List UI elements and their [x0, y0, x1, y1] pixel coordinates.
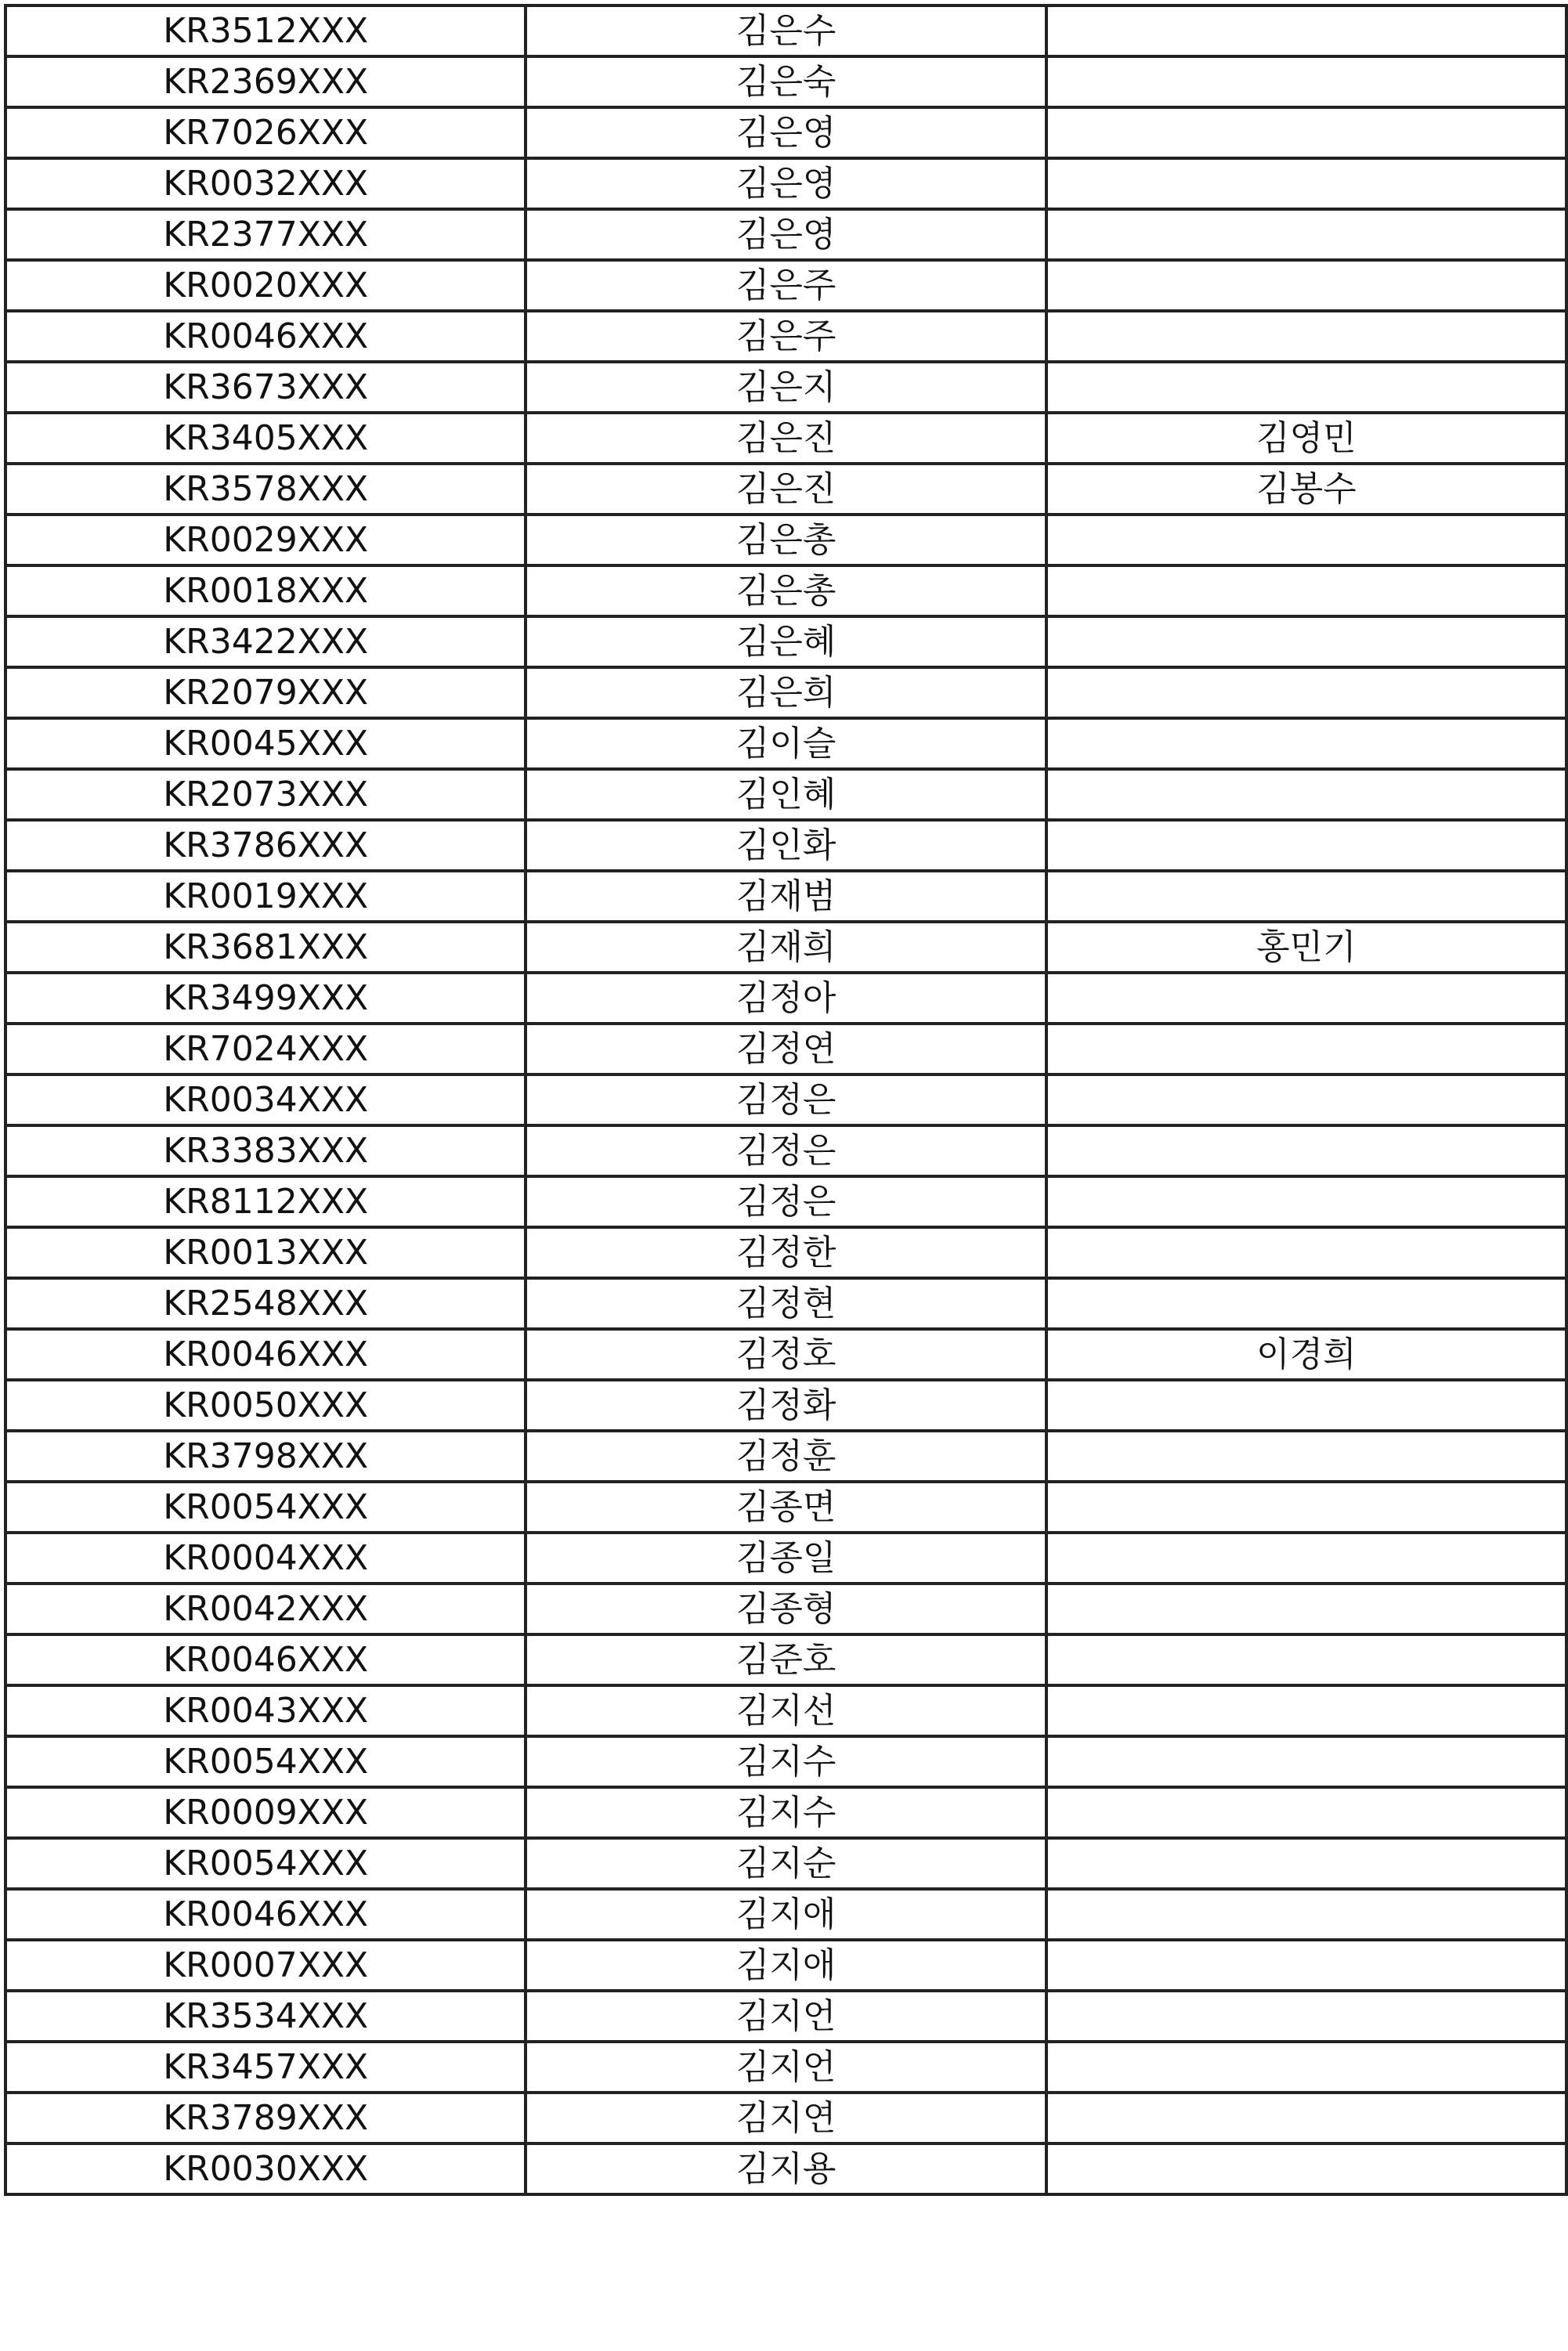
code-cell: KR0054XXX	[5, 1482, 526, 1533]
table-row	[5, 1024, 1566, 1074]
table-row	[5, 871, 1566, 922]
note-cell	[1046, 1024, 1566, 1074]
name-cell: 김재범	[526, 871, 1046, 922]
name-cell: 김은숙	[526, 56, 1046, 107]
note-cell	[1046, 667, 1566, 718]
name-cell: 김지수	[526, 1787, 1046, 1838]
name-cell: 김지언	[526, 2042, 1046, 2093]
name-cell: 김지용	[526, 2143, 1046, 2194]
code-cell: KR0009XXX	[5, 1787, 526, 1838]
table-row	[5, 1227, 1566, 1278]
code-cell: KR0042XXX	[5, 1584, 526, 1634]
table-row	[5, 1533, 1566, 1584]
table-row	[5, 1431, 1566, 1482]
name-cell: 김이슬	[526, 718, 1046, 769]
table-row	[5, 565, 1566, 616]
name-cell: 김지애	[526, 1889, 1046, 1940]
note-cell	[1046, 1634, 1566, 1685]
note-cell	[1046, 1533, 1566, 1584]
note-cell	[1046, 209, 1566, 260]
table-row	[5, 464, 1566, 515]
code-cell: KR0020XXX	[5, 260, 526, 311]
table-row	[5, 56, 1566, 107]
code-cell: KR3422XXX	[5, 616, 526, 667]
code-cell: KR0004XXX	[5, 1533, 526, 1584]
table-row	[5, 2093, 1566, 2143]
note-cell	[1046, 2143, 1566, 2194]
note-cell	[1046, 515, 1566, 565]
table-row	[5, 820, 1566, 871]
name-cell: 김정한	[526, 1227, 1046, 1278]
name-cell: 김정훈	[526, 1431, 1046, 1482]
note-cell	[1046, 2042, 1566, 2093]
name-cell: 김재희	[526, 922, 1046, 973]
code-cell: KR3512XXX	[5, 5, 526, 56]
note-cell	[1046, 1991, 1566, 2042]
table-row	[5, 1940, 1566, 1991]
name-cell: 김지연	[526, 2093, 1046, 2143]
table-row	[5, 1634, 1566, 1685]
name-cell: 김지선	[526, 1685, 1046, 1736]
note-cell	[1046, 1685, 1566, 1736]
note-cell	[1046, 1838, 1566, 1889]
table-row	[5, 1685, 1566, 1736]
code-cell: KR7026XXX	[5, 107, 526, 158]
note-cell: 이경희	[1046, 1329, 1566, 1380]
code-cell: KR0030XXX	[5, 2143, 526, 2194]
code-cell: KR0046XXX	[5, 311, 526, 362]
note-cell	[1046, 1380, 1566, 1431]
code-cell: KR2548XXX	[5, 1278, 526, 1329]
note-cell	[1046, 973, 1566, 1024]
note-cell	[1046, 311, 1566, 362]
name-cell: 김은총	[526, 565, 1046, 616]
code-cell: KR3499XXX	[5, 973, 526, 1024]
table-row	[5, 769, 1566, 820]
code-cell: KR2377XXX	[5, 209, 526, 260]
table-row	[5, 1787, 1566, 1838]
note-cell	[1046, 1940, 1566, 1991]
note-cell	[1046, 1889, 1566, 1940]
code-cell: KR0018XXX	[5, 565, 526, 616]
note-cell	[1046, 1736, 1566, 1787]
name-cell: 김정은	[526, 1074, 1046, 1125]
table-row	[5, 413, 1566, 464]
note-cell	[1046, 769, 1566, 820]
table-row	[5, 667, 1566, 718]
name-cell: 김은주	[526, 311, 1046, 362]
table-row	[5, 922, 1566, 973]
code-cell: KR3789XXX	[5, 2093, 526, 2143]
note-cell	[1046, 107, 1566, 158]
code-cell: KR3673XXX	[5, 362, 526, 413]
code-cell: KR3405XXX	[5, 413, 526, 464]
code-cell: KR8112XXX	[5, 1176, 526, 1227]
name-cell: 김은영	[526, 209, 1046, 260]
code-cell: KR0032XXX	[5, 158, 526, 209]
table-row	[5, 718, 1566, 769]
name-cell: 김종형	[526, 1584, 1046, 1634]
note-cell	[1046, 1278, 1566, 1329]
name-cell: 김은지	[526, 362, 1046, 413]
name-cell: 김종일	[526, 1533, 1046, 1584]
code-cell: KR2369XXX	[5, 56, 526, 107]
table-row	[5, 1176, 1566, 1227]
table-row	[5, 1838, 1566, 1889]
note-cell	[1046, 2093, 1566, 2143]
note-cell	[1046, 1787, 1566, 1838]
name-cell: 김은주	[526, 260, 1046, 311]
name-cell: 김은진	[526, 464, 1046, 515]
note-cell: 김영민	[1046, 413, 1566, 464]
name-cell: 김인혜	[526, 769, 1046, 820]
name-cell: 김은영	[526, 158, 1046, 209]
note-cell	[1046, 1074, 1566, 1125]
code-cell: KR0013XXX	[5, 1227, 526, 1278]
note-cell	[1046, 718, 1566, 769]
note-cell	[1046, 871, 1566, 922]
code-cell: KR0034XXX	[5, 1074, 526, 1125]
note-cell	[1046, 1176, 1566, 1227]
code-cell: KR0007XXX	[5, 1940, 526, 1991]
code-cell: KR2079XXX	[5, 667, 526, 718]
code-cell: KR3457XXX	[5, 2042, 526, 2093]
note-cell	[1046, 565, 1566, 616]
table-row	[5, 311, 1566, 362]
name-cell: 김정아	[526, 973, 1046, 1024]
name-cell: 김인화	[526, 820, 1046, 871]
note-cell: 홍민기	[1046, 922, 1566, 973]
name-cell: 김은진	[526, 413, 1046, 464]
code-cell: KR0050XXX	[5, 1380, 526, 1431]
name-cell: 김정연	[526, 1024, 1046, 1074]
table-row	[5, 5, 1566, 56]
name-cell: 김정현	[526, 1278, 1046, 1329]
name-cell: 김지수	[526, 1736, 1046, 1787]
table-row	[5, 2042, 1566, 2093]
table-row	[5, 260, 1566, 311]
code-cell: KR0046XXX	[5, 1329, 526, 1380]
note-cell	[1046, 1431, 1566, 1482]
note-cell: 김봉수	[1046, 464, 1566, 515]
records-table	[4, 4, 1568, 2196]
name-cell: 김은혜	[526, 616, 1046, 667]
table-row	[5, 1584, 1566, 1634]
note-cell	[1046, 820, 1566, 871]
name-cell: 김정은	[526, 1125, 1046, 1176]
table-row	[5, 2143, 1566, 2194]
code-cell: KR0019XXX	[5, 871, 526, 922]
table-row	[5, 107, 1566, 158]
code-cell: KR0046XXX	[5, 1634, 526, 1685]
code-cell: KR0054XXX	[5, 1838, 526, 1889]
name-cell: 김은수	[526, 5, 1046, 56]
code-cell: KR3786XXX	[5, 820, 526, 871]
note-cell	[1046, 362, 1566, 413]
table-row	[5, 1380, 1566, 1431]
name-cell: 김지애	[526, 1940, 1046, 1991]
note-cell	[1046, 1584, 1566, 1634]
code-cell: KR0054XXX	[5, 1736, 526, 1787]
table-row	[5, 1991, 1566, 2042]
table-row	[5, 1074, 1566, 1125]
code-cell: KR3798XXX	[5, 1431, 526, 1482]
note-cell	[1046, 1227, 1566, 1278]
table-row	[5, 1329, 1566, 1380]
name-cell: 김지언	[526, 1991, 1046, 2042]
code-cell: KR3578XXX	[5, 464, 526, 515]
code-cell: KR7024XXX	[5, 1024, 526, 1074]
table-row	[5, 616, 1566, 667]
code-cell: KR0029XXX	[5, 515, 526, 565]
table-row	[5, 515, 1566, 565]
table-row	[5, 362, 1566, 413]
table-row	[5, 973, 1566, 1024]
code-cell: KR0043XXX	[5, 1685, 526, 1736]
name-cell: 김정호	[526, 1329, 1046, 1380]
code-cell: KR3681XXX	[5, 922, 526, 973]
note-cell	[1046, 1482, 1566, 1533]
code-cell: KR2073XXX	[5, 769, 526, 820]
note-cell	[1046, 56, 1566, 107]
name-cell: 김은총	[526, 515, 1046, 565]
table-row	[5, 1736, 1566, 1787]
name-cell: 김정은	[526, 1176, 1046, 1227]
records-table-body	[5, 5, 1566, 2194]
name-cell: 김지순	[526, 1838, 1046, 1889]
table-row	[5, 1278, 1566, 1329]
note-cell	[1046, 5, 1566, 56]
table-row	[5, 158, 1566, 209]
note-cell	[1046, 1125, 1566, 1176]
table-row	[5, 1889, 1566, 1940]
table-row	[5, 1482, 1566, 1533]
note-cell	[1046, 616, 1566, 667]
name-cell: 김은영	[526, 107, 1046, 158]
name-cell: 김정화	[526, 1380, 1046, 1431]
code-cell: KR0046XXX	[5, 1889, 526, 1940]
code-cell: KR3534XXX	[5, 1991, 526, 2042]
note-cell	[1046, 158, 1566, 209]
name-cell: 김종면	[526, 1482, 1046, 1533]
table-row	[5, 209, 1566, 260]
name-cell: 김은희	[526, 667, 1046, 718]
table-row	[5, 1125, 1566, 1176]
note-cell	[1046, 260, 1566, 311]
name-cell: 김준호	[526, 1634, 1046, 1685]
code-cell: KR3383XXX	[5, 1125, 526, 1176]
code-cell: KR0045XXX	[5, 718, 526, 769]
